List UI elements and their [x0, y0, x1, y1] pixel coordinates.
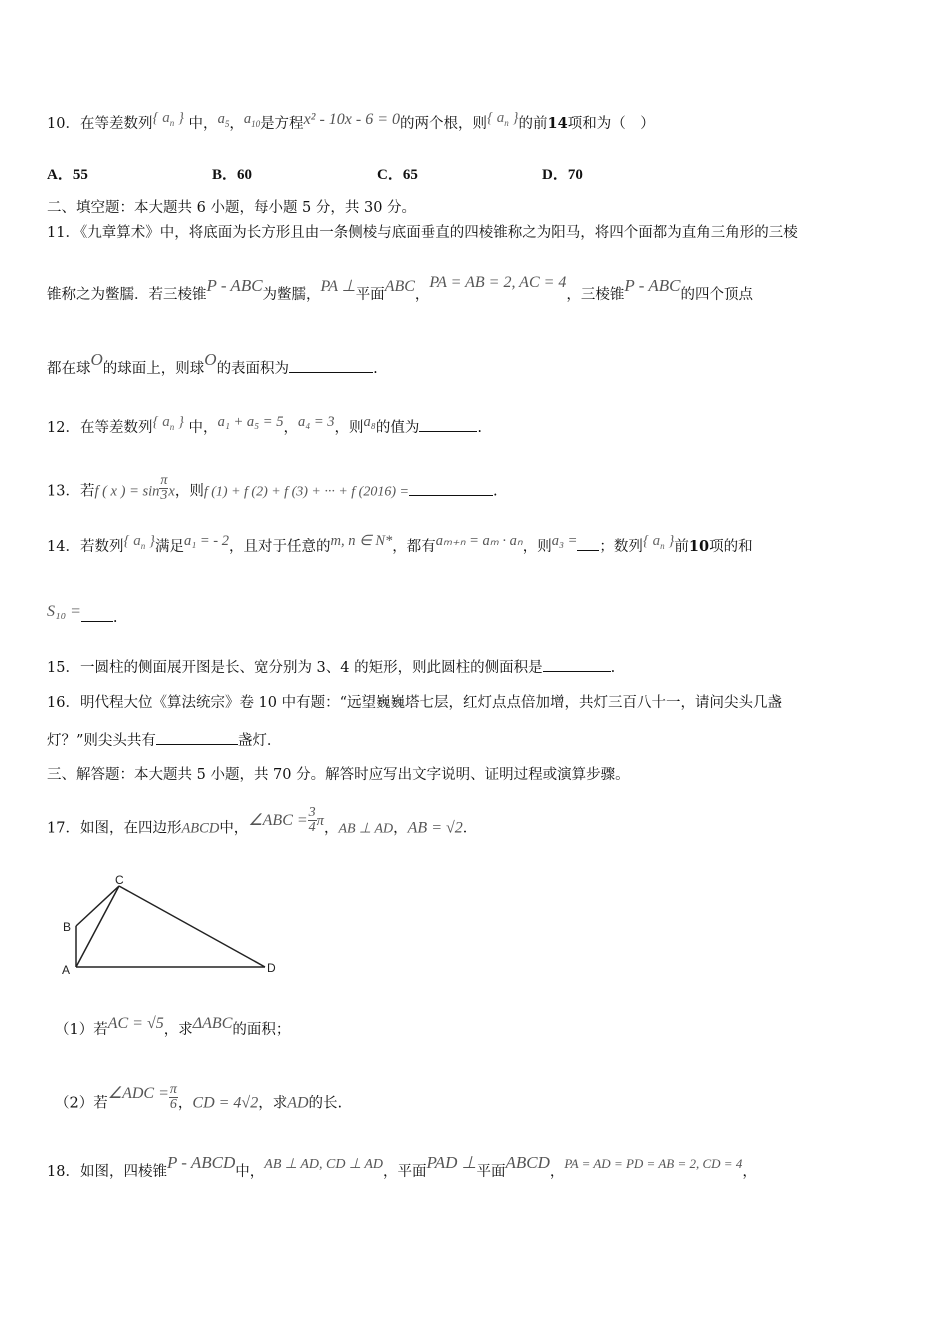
question-11-line1: 11．《九章算术》中，将底面为长方形且由一条侧棱与底面垂直的四棱锥称之为阳马，将四个面都为直角三角形的三棱 — [47, 225, 798, 241]
question-14-line1: 14．若数列{ $a_n$ }满足a₁ = - 2，且对于任意的m, n ∈ N*，都有aₘ₊ₙ = aₘ · aₙ，则a₃ = ；数列{ $a_n$ }前10项的和 — [47, 533, 753, 555]
q10-number: 10． — [47, 116, 80, 132]
sequence-an: { $a_n$ } — [152, 110, 184, 128]
section-3-heading: 三、解答题：本大题共 5 小题，共 70 分。解答时应写出文字说明、证明过程或演算步骤。 — [47, 767, 630, 783]
question-10: 10．在等差数列{ $a_n$ } 中，$a_5$，$a_{10}$是方程x² - 10x - 6 = 0的两个根，则{ $a_n$ }的前14项和为（ ） — [47, 110, 655, 132]
vertex-label-d: D — [267, 961, 276, 975]
question-16-line2: 灯？”则尖头共有 盏灯． — [47, 729, 281, 750]
diagonal-AC — [76, 886, 119, 967]
quadrilateral-figure — [55, 868, 285, 978]
question-16-line1: 16．明代程大位《算法统宗》卷 10 中有题：“远望巍巍塔七层，红灯点点倍加增，共灯三百八十一，请问尖头几盏 — [47, 695, 783, 711]
answer-blank[interactable] — [419, 417, 477, 432]
question-14-line2: S₁₀ = . — [47, 603, 118, 626]
question-18: 18．如图，四棱锥P - ABCD中，AB ⊥ AD, CD ⊥ AD，平面PAD ⊥平面ABCD，PA = AD = PD = AB = 2, CD = 4， — [47, 1153, 757, 1180]
vertex-label-b: B — [63, 920, 72, 934]
vertex-label-c: C — [115, 873, 124, 887]
q10-equation: x² - 10x - 6 = 0 — [303, 111, 401, 128]
question-11-line3: 都在球O的球面上，则球O的表面积为 . — [47, 350, 378, 377]
question-17-part-2: （2）若∠ADC = $\frac{\pi}{6}$ ，CD = 4√2，求AD的长. — [55, 1082, 343, 1112]
question-15: 15．一圆柱的侧面展开图是长、宽分别为 3、4 的矩形，则此圆柱的侧面积是 . — [47, 656, 615, 677]
answer-blank[interactable] — [81, 607, 113, 622]
option-c: C．65 — [377, 167, 418, 183]
vertex-label-a: A — [62, 963, 71, 977]
answer-blank[interactable] — [409, 481, 493, 496]
answer-blank[interactable] — [543, 657, 611, 672]
edge-BC — [76, 886, 119, 926]
option-d: D．70 — [542, 167, 583, 183]
question-13: 13．若f ( x ) = sin $\frac{\pi}{3}$ x，则f (1) + f (2) + f (3) + ··· + f (2016) = . — [47, 473, 498, 503]
section-2-heading: 二、填空题：本大题共 6 小题，每小题 5 分，共 30 分。 — [47, 200, 417, 216]
answer-blank[interactable] — [156, 730, 238, 745]
edge-CD — [119, 886, 265, 967]
answer-blank[interactable] — [577, 536, 599, 551]
option-a: A．55 — [47, 167, 88, 183]
question-17: 17．如图，在四边形ABCD中，∠ABC = $\frac{3}{4}$ π，AB ⊥ AD，AB = √2． — [47, 805, 478, 837]
option-b: B．60 — [212, 167, 253, 183]
question-12: 12．在等差数列{ $a_n$ } 中，a₁ + a₅ = 5，a₄ = 3，则a₈的值为 . — [47, 414, 482, 436]
answer-blank[interactable] — [289, 358, 373, 373]
question-11-line2: 锥称之为鳖臑．若三棱锥P - ABC为鳖臑，PA ⊥平面ABC，PA = AB = 2, AC = 4，三棱锥P - ABC的四个顶点 — [47, 274, 753, 303]
question-17-part-1: （1）若AC = √5，求ΔABC的面积； — [55, 1015, 291, 1038]
